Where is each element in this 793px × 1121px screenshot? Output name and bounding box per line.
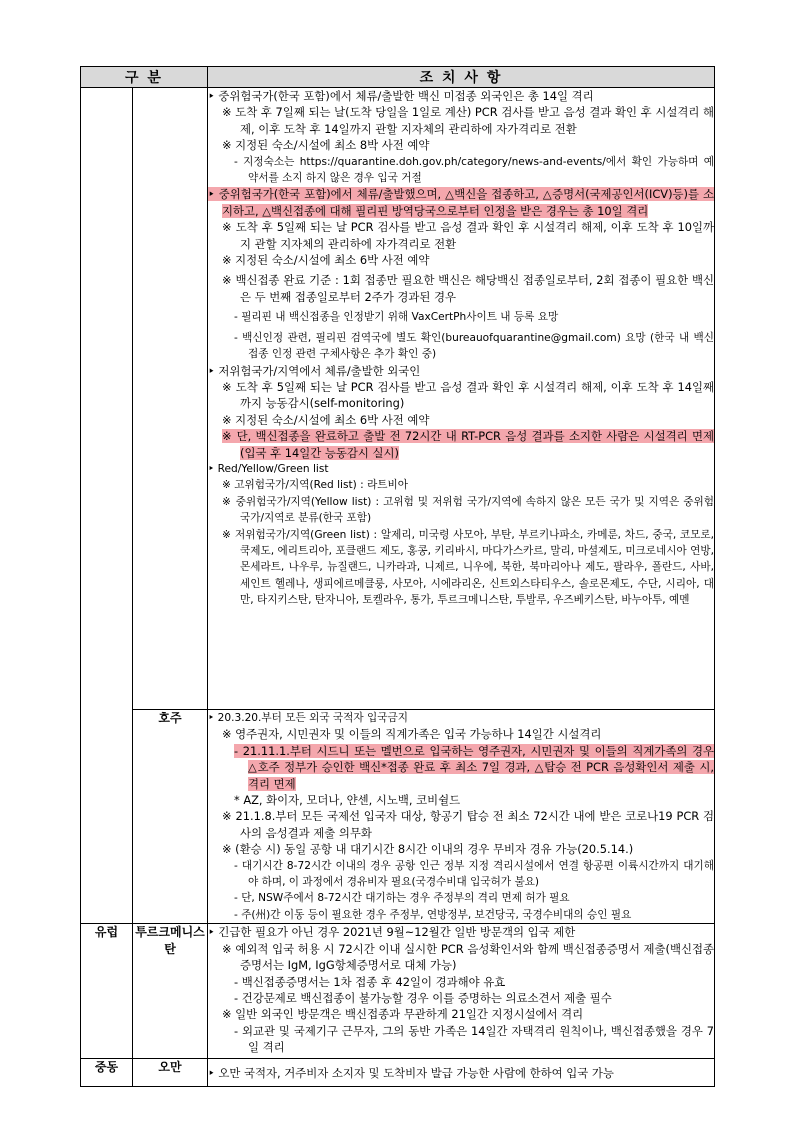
table-header-row — [81, 67, 715, 88]
list-item: ※ 중위험국가/지역(Yellow list) : 고위험 및 저위험 국가/지역에 속하지 않은 모든 국가 및 지역은 중위험 국가/지역로 분류(한국 포함) — [222, 495, 714, 525]
list-item: - 건강문제로 백신접종이 불가능할 경우 이를 증명하는 의료소견서 제출 필수 — [234, 990, 612, 1005]
list-item: ※ 영주권자, 시민권자 및 이들의 직계가족은 입국 가능하나 14일간 시설격리 — [222, 727, 602, 742]
list-item: ※ 도착 후 7일째 되는 날(도착 당일을 1일로 계산) PCR 검사를 받고 음성 결과 확인 후 시설격리 해제, 이후 도착 후 14일까지 관할 지자체의 관리하에 자가격리로 전환 — [222, 105, 714, 136]
highlighted-text: ※ 단, 백신접종을 완료하고 출발 전 72시간 내 RT-PCR 음성 결과를 소지한 사람은 시설격리 면제(입국 후 14일간 능동감시 실시) — [222, 429, 714, 460]
measures-cell — [208, 1059, 715, 1087]
header-measures: 조 치 사 항 — [208, 67, 715, 88]
list-item: - 백신접종증명서는 1차 접종 후 42일이 경과해야 유효 — [234, 974, 506, 989]
list-item — [208, 743, 714, 792]
list-item: - 단, NSW주에서 8-72시간 대기하는 경우 주정부의 격리 면제 허가 필요 — [234, 892, 570, 905]
table-row — [81, 924, 715, 1059]
list-item: - 외교관 및 국제기구 근무자, 그의 동반 가족은 14일간 자택격리 원칙이나, 백신접종했을 경우 7일 격리 — [234, 1023, 714, 1055]
list-item: ※ 지정된 숙소/시설에 최소 8박 사전 예약 — [222, 138, 430, 153]
list-item — [208, 88, 714, 104]
country-cell: 오만 — [133, 1059, 208, 1087]
list-item: ※ 지정된 숙소/시설에 최소 6박 사전 예약 — [222, 412, 430, 427]
country-cell: 호주 — [133, 710, 208, 924]
list-item: ※ 도착 후 5일째 되는 날 PCR 검사를 받고 음성 결과 확인 후 시설격리 해제, 이후 도착 후 14일째까지 능동감시(self-monitoring) — [222, 379, 714, 411]
region-cell: 유럽 — [81, 924, 133, 1059]
list-item: * AZ, 화이자, 모더나, 얀센, 시노백, 코비쉴드 — [234, 793, 461, 808]
highlighted-text: - 21.11.1.부터 시드니 또는 멜번으로 입국하는 영주권자, 시민권자 및 이들의 직계가족의 경우 △호주 정부가 승인한 백신*접종 완료 후 최소 7일 경과, △탑승 전 PCR 음성확인서 제출 시, 격리 면제 — [234, 743, 714, 791]
list-item: ‣ Red/Yellow/Green list — [208, 462, 329, 475]
measures-cell — [208, 710, 715, 924]
header-category: 구 분 — [81, 67, 208, 88]
highlighted-text: ‣ 중위험국가(한국 포함)에서 체류/출발했으며, △백신을 접종하고, △증명서(국제공인서(ICV)등)를 소지하고, △백신접종에 대해 필리핀 방역당국으로부터 인정을 받은 경우는 총 10일 격리 — [208, 187, 714, 218]
list-item: ※ (환승 시) 동일 공항 내 대기시간 8시간 이내의 경우 무비자 경유 가능(20.5.14.) — [222, 842, 634, 857]
measures-cell — [208, 924, 715, 1059]
list-item: ※ 백신접종 완료 기준 : 1회 접종만 필요한 백신은 해당백신 접종일로부터, 2회 접종이 필요한 백신은 두 번째 접종일로부터 2주가 경과된 경우 — [222, 273, 714, 304]
table-row — [81, 710, 715, 924]
list-item: ※ 21.1.8.부터 모든 국제선 입국자 대상, 항공기 탑승 전 최소 72시간 내에 받은 코로나19 PCR 검사의 음성결과 제출 의무화 — [222, 809, 714, 840]
list-item: ‣ 오만 국적자, 거주비자 소지자 및 도착비자 발급 가능한 사람에 한하여 입국 가능 — [208, 1065, 614, 1080]
list-item: ※ 예외적 입국 허용 시 72시간 이내 실시한 PCR 음성확인서와 함께 백신접종증명서 제출(백신접종증명서는 IgM, IgG항체증명서로 대체 가능) — [222, 941, 714, 973]
country-cell: 투르크메니스탄 — [133, 924, 208, 1059]
list-item: - 필리핀 내 백신접종을 인정받기 위해 VaxCertPh사이트 내 등록 요망 — [234, 311, 559, 324]
list-item: ※ 저위험국가/지역(Green list) : 알제리, 미국령 사모아, 부탄, 부르키나파소, 카메룬, 차드, 중국, 코모로, 쿡제도, 에리트리아, 포클랜드 제도, 홍콩, 키리바시, 마다가스카르, 말리, 마셜제도, 미크로네시아 연방, 몬세라트, 나우루, 뉴질랜드, 니카라과, 니제르, 니우에, 북한, 북마리아나 제도, 팔라우, 폴란드, 사바, 세인트 헬레나, 생피에르메클룽, 사모아, 시에라리온, 신트외스타티우스, 솔로몬제도, 수단, 시리아, 대만, 타지키스탄, 탄자니아, 토켈라우, 통가, 투르크메니스탄, 투발루, 우즈베키스탄, 바누아투, 예멘 — [222, 528, 714, 607]
table-row — [81, 1059, 715, 1087]
region-cell — [81, 88, 133, 924]
list-item: ※ 지정된 숙소/시설에 최소 6박 사전 예약 — [222, 253, 430, 268]
list-item — [208, 186, 714, 219]
measures-table — [80, 66, 715, 1087]
country-cell — [133, 88, 208, 710]
list-item: - 지정숙소는 https://quarantine.doh.gov.ph/category/news-and-events/에서 확인 가능하며 예약서를 소지 하지 않은 경우 입국 거절 — [234, 155, 714, 185]
list-item: - 대기시간 8-72시간 이내의 경우 공항 인근 정부 지정 격리시설에서 연결 항공편 이륙시간까지 대기해야 하며, 이 과정에서 경유비자 필요(국경수비대 입국허가 불요) — [234, 859, 714, 889]
list-item — [208, 428, 714, 461]
list-item: - 백신인정 관련, 필리핀 검역국에 별도 확인(bureauofquarantine@gmail.com) 요망 (한국 내 백신접종 인정 관련 구체사항은 추가 확인 중) — [234, 331, 714, 361]
list-item: - 주(州)간 이동 등이 필요한 경우 주정부, 연방정부, 보건당국, 국경수비대의 승인 필요 — [234, 908, 632, 921]
list-item: ※ 일반 외국인 방문객은 백신접종과 무관하게 21일간 지정시설에서 격리 — [222, 1007, 584, 1022]
region-cell: 중동 — [81, 1059, 133, 1087]
list-item: ※ 도착 후 5일째 되는 날 PCR 검사를 받고 음성 결과 확인 후 시설격리 해제, 이후 도착 후 10일까지 관할 지자체의 관리하에 자가격리로 전환 — [222, 220, 714, 251]
list-item: ‣ 긴급한 필요가 아닌 경우 2021년 9월~12월간 일반 방문객의 입국 제한 — [208, 925, 576, 940]
measures-cell — [208, 88, 715, 710]
list-item: ※ 고위험국가/지역(Red list) : 라트비아 — [222, 479, 409, 492]
table-row — [81, 88, 715, 710]
list-item: ‣ 저위험국가/지역에서 체류/출발한 외국인 — [208, 363, 421, 378]
list-item: ‣ 20.3.20.부터 모든 외국 국적자 입국금지 — [208, 712, 408, 724]
bullet-line: ‣ 중위험국가(한국 포함)에서 체류/출발한 백신 미접종 외국인은 총 14일 격리 — [208, 89, 594, 103]
